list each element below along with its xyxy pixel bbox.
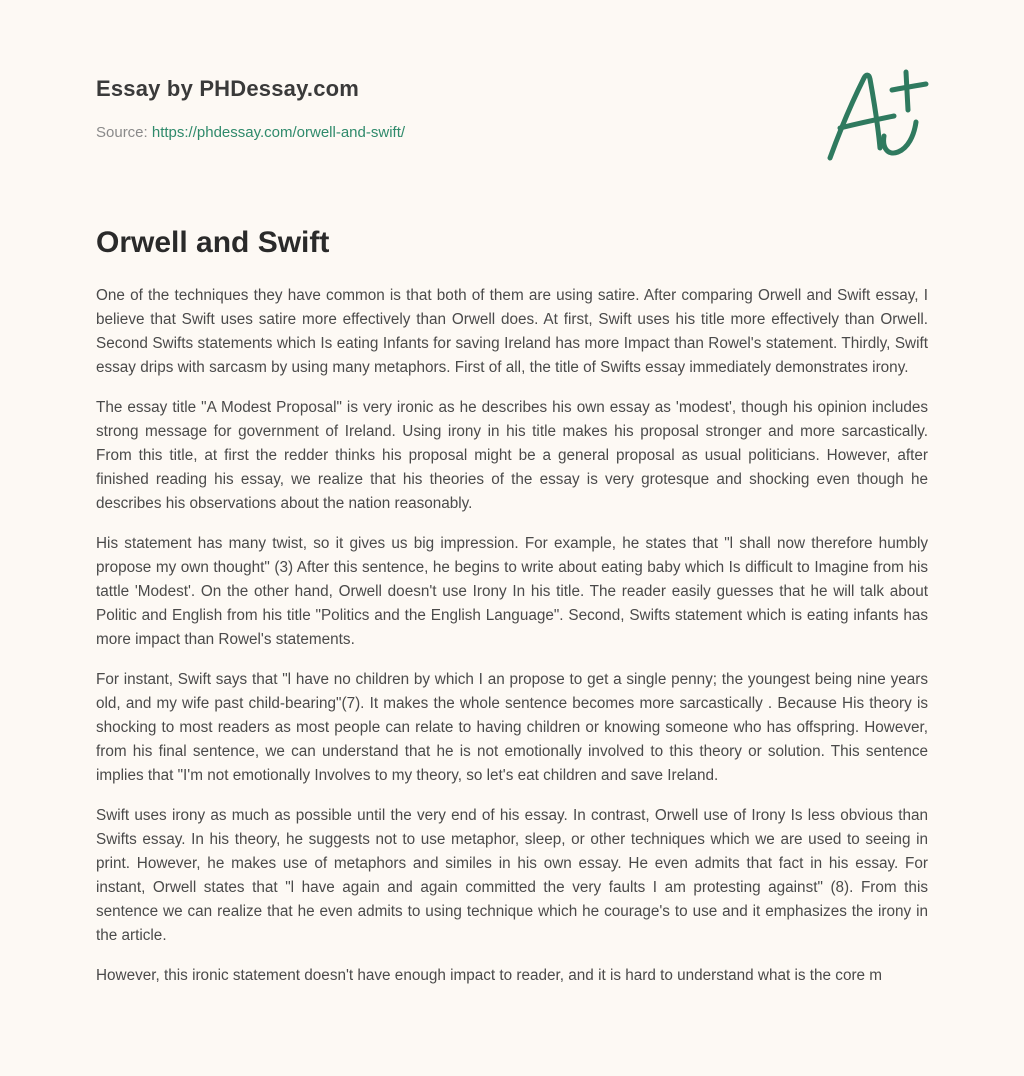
essay-paragraph: One of the techniques they have common is that both of them are using satire. After comparing Orwell and Swift essay, I believe that Swift uses satire more effectively than Orwell does. At first, Swift uses his title more effectively than Orwell. Second Swifts statements which Is eating Infants for saving Ireland has more Impact than Rowel's statement. Thirdly, Swift essay drips with sarcasm by using many metaphors. First of all, the title of Swifts essay immediately demonstrates irony. [96, 287, 928, 376]
source-link[interactable]: https://phdessay.com/orwell-and-swift/ [151, 124, 406, 141]
essay-paragraph: The essay title "A Modest Proposal" is very ironic as he describes his own essay as 'modest', though his opinion includes strong message for government of Ireland. Using irony in his title makes his proposal stronger and more sarcastically. From this title, at first the redder thinks his proposal might be a general proposal as usual politicians. However, after finished reading his essay, we realize that his theories of the essay is very grotesque and shocking even though he describes his observations about the nation reasonably. [96, 399, 928, 512]
site-title: Essay by PHDessay.com [96, 76, 360, 101]
essay-paragraph: Swift uses irony as much as possible until the very end of his essay. In contrast, Orwell use of Irony Is less obvious than Swifts essay. In his theory, he suggests not to use metaphor, sleep, or other techniques which we are used to seeing in print. However, he makes use of metaphors and similes in his own essay. He even admits that fact in his essay. For instant, Orwell states that "l have again and again committed the very faults I am protesting against" (8). From this sentence we can realize that he even admits to using technique which he courage's to use and it emphasizes the irony in the article. [96, 807, 928, 944]
a-plus-grade-icon [822, 66, 932, 166]
source-label: Source: [96, 124, 152, 141]
essay-body [96, 284, 928, 1004]
essay-paragraph: His statement has many twist, so it gives us big impression. For example, he states that "l shall now therefore humbly propose my own thought" (3) After this sentence, he begins to write about eating baby which Is difficult to Imagine from his tattle 'Modest'. On the other hand, Orwell doesn't use Irony In his title. The reader easily guesses that he will talk about Politic and English from his title "Politics and the English Language". Second, Swifts statement which is eating infants has more impact than Rowel's statements. [96, 535, 928, 648]
essay-paragraph: For instant, Swift says that "l have no children by which I an propose to get a single penny; the youngest being nine years old, and my wife past child-bearing"(7). It makes the whole sentence becomes more sarcastically . Because His theory is shocking to most readers as most people can relate to having children or knowing someone who has offspring. However, from his final sentence, we can understand that he is not emotionally involved to this theory or solution. This sentence implies that "I'm not emotionally Involves to my theory, so let's eat children and save Ireland. [96, 671, 928, 784]
source-line [96, 124, 405, 141]
essay-paragraph: However, this ironic statement doesn't have enough impact to reader, and it is hard to understand what is the core m [96, 967, 883, 984]
essay-title: Orwell and Swift [96, 226, 330, 259]
page-header [96, 76, 928, 176]
